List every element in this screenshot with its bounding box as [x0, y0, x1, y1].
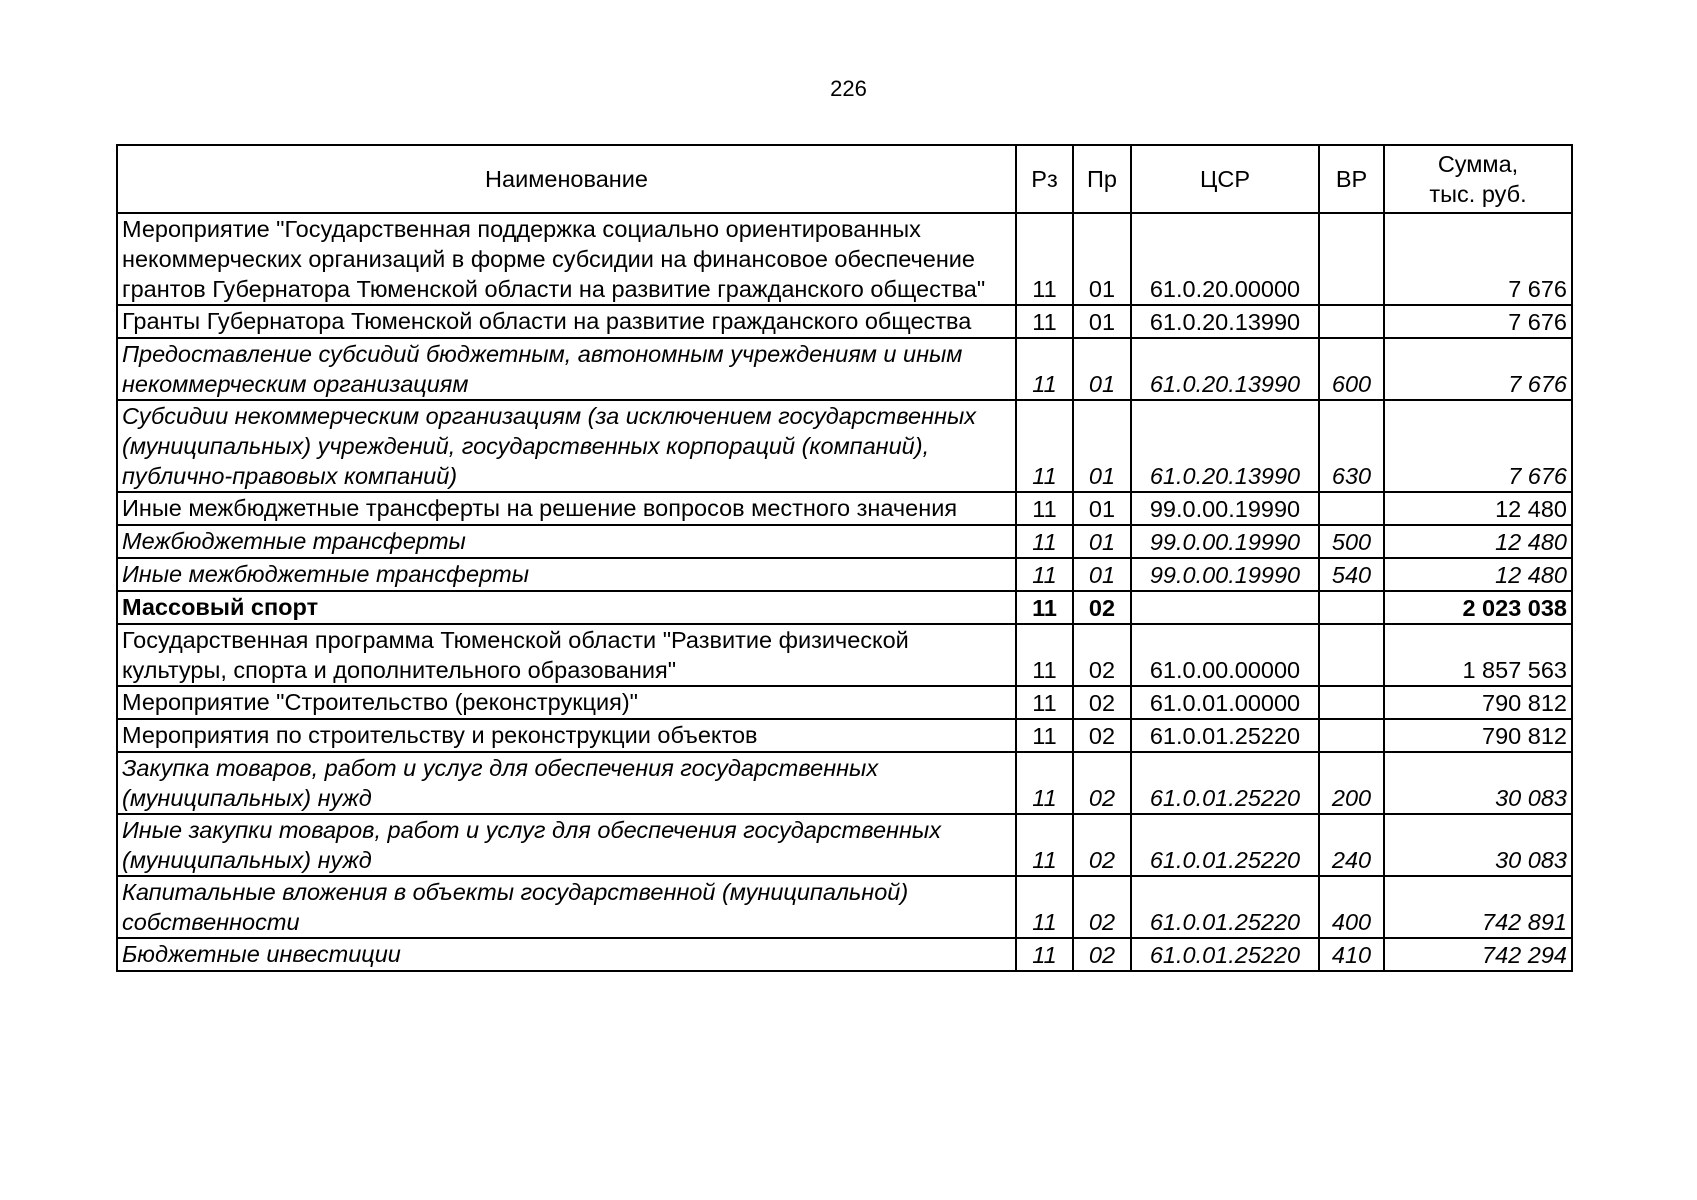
cell-csr: 61.0.01.25220	[1131, 938, 1319, 971]
cell-name: Иные межбюджетные трансферты	[117, 558, 1016, 591]
cell-name: Мероприятия по строительству и реконструкции объектов	[117, 719, 1016, 752]
cell-name: Мероприятие "Строительство (реконструкция)"	[117, 686, 1016, 719]
table-row	[117, 558, 1572, 591]
cell-csr: 61.0.00.00000	[1131, 624, 1319, 686]
table-header-row	[117, 145, 1572, 213]
cell-sum: 7 676	[1384, 400, 1572, 492]
header-sum	[1384, 145, 1572, 213]
cell-rz: 11	[1016, 814, 1073, 876]
cell-sum: 12 480	[1384, 558, 1572, 591]
cell-sum: 790 812	[1384, 719, 1572, 752]
table-row	[117, 624, 1572, 686]
cell-pr: 01	[1073, 213, 1131, 305]
table-row	[117, 876, 1572, 938]
cell-rz: 11	[1016, 338, 1073, 400]
header-vr: ВР	[1319, 145, 1384, 213]
cell-vr	[1319, 213, 1384, 305]
cell-csr: 61.0.20.00000	[1131, 213, 1319, 305]
table-row	[117, 591, 1572, 624]
cell-pr: 02	[1073, 938, 1131, 971]
cell-csr: 99.0.00.19990	[1131, 558, 1319, 591]
cell-name: Государственная программа Тюменской области "Развитие физической культуры, спорта и дополнительного образования"	[117, 624, 1016, 686]
cell-sum: 742 294	[1384, 938, 1572, 971]
cell-csr	[1131, 591, 1319, 624]
cell-rz: 11	[1016, 525, 1073, 558]
header-sum-line2: тыс. руб.	[1429, 181, 1527, 207]
cell-rz: 11	[1016, 938, 1073, 971]
header-rz: Рз	[1016, 145, 1073, 213]
cell-sum: 30 083	[1384, 814, 1572, 876]
cell-rz: 11	[1016, 686, 1073, 719]
cell-pr: 02	[1073, 686, 1131, 719]
table-row	[117, 686, 1572, 719]
cell-name: Предоставление субсидий бюджетным, автономным учреждениям и иным некоммерческим организациям	[117, 338, 1016, 400]
cell-vr: 600	[1319, 338, 1384, 400]
cell-vr	[1319, 719, 1384, 752]
cell-name: Гранты Губернатора Тюменской области на развитие гражданского общества	[117, 305, 1016, 338]
table-row	[117, 305, 1572, 338]
cell-sum: 30 083	[1384, 752, 1572, 814]
cell-csr: 61.0.01.25220	[1131, 814, 1319, 876]
cell-vr: 200	[1319, 752, 1384, 814]
cell-vr: 410	[1319, 938, 1384, 971]
cell-csr: 61.0.01.25220	[1131, 719, 1319, 752]
cell-rz: 11	[1016, 719, 1073, 752]
cell-csr: 99.0.00.19990	[1131, 525, 1319, 558]
cell-sum: 2 023 038	[1384, 591, 1572, 624]
cell-sum: 7 676	[1384, 338, 1572, 400]
table-row	[117, 525, 1572, 558]
cell-sum: 1 857 563	[1384, 624, 1572, 686]
cell-pr: 02	[1073, 624, 1131, 686]
table-row	[117, 400, 1572, 492]
cell-sum: 7 676	[1384, 213, 1572, 305]
cell-rz: 11	[1016, 624, 1073, 686]
cell-name: Межбюджетные трансферты	[117, 525, 1016, 558]
cell-pr: 02	[1073, 876, 1131, 938]
cell-vr: 240	[1319, 814, 1384, 876]
cell-csr: 61.0.20.13990	[1131, 400, 1319, 492]
cell-name: Иные межбюджетные трансферты на решение вопросов местного значения	[117, 492, 1016, 525]
cell-vr	[1319, 591, 1384, 624]
table-row	[117, 213, 1572, 305]
cell-pr: 02	[1073, 814, 1131, 876]
cell-csr: 61.0.01.25220	[1131, 876, 1319, 938]
cell-rz: 11	[1016, 492, 1073, 525]
cell-pr: 02	[1073, 591, 1131, 624]
cell-csr: 61.0.01.00000	[1131, 686, 1319, 719]
table-row	[117, 752, 1572, 814]
header-csr: ЦСР	[1131, 145, 1319, 213]
table-row	[117, 492, 1572, 525]
cell-rz: 11	[1016, 400, 1073, 492]
cell-name: Бюджетные инвестиции	[117, 938, 1016, 971]
cell-pr: 01	[1073, 492, 1131, 525]
table-row	[117, 719, 1572, 752]
cell-rz: 11	[1016, 213, 1073, 305]
cell-vr	[1319, 624, 1384, 686]
cell-pr: 01	[1073, 558, 1131, 591]
page-number: 226	[830, 76, 867, 101]
table-row	[117, 814, 1572, 876]
cell-pr: 02	[1073, 719, 1131, 752]
cell-pr: 01	[1073, 338, 1131, 400]
cell-name: Капитальные вложения в объекты государственной (муниципальной) собственности	[117, 876, 1016, 938]
cell-csr: 61.0.20.13990	[1131, 305, 1319, 338]
cell-vr: 630	[1319, 400, 1384, 492]
cell-csr: 61.0.01.25220	[1131, 752, 1319, 814]
cell-sum: 7 676	[1384, 305, 1572, 338]
header-sum-line1: Сумма,	[1437, 151, 1519, 177]
cell-name: Закупка товаров, работ и услуг для обеспечения государственных (муниципальных) нужд	[117, 752, 1016, 814]
cell-vr	[1319, 686, 1384, 719]
cell-vr	[1319, 492, 1384, 525]
header-pr: Пр	[1073, 145, 1131, 213]
cell-pr: 01	[1073, 525, 1131, 558]
cell-vr: 500	[1319, 525, 1384, 558]
cell-pr: 01	[1073, 305, 1131, 338]
cell-sum: 742 891	[1384, 876, 1572, 938]
cell-name: Мероприятие "Государственная поддержка социально ориентированных некоммерческих организаций в форме субсидии на финансовое обеспечение грантов Губернатора Тюменской области на развитие гражданского общества"	[117, 213, 1016, 305]
table-row	[117, 938, 1572, 971]
table-row	[117, 338, 1572, 400]
cell-name: Иные закупки товаров, работ и услуг для обеспечения государственных (муниципальных) нужд	[117, 814, 1016, 876]
cell-rz: 11	[1016, 591, 1073, 624]
cell-sum: 12 480	[1384, 525, 1572, 558]
cell-vr	[1319, 305, 1384, 338]
header-name: Наименование	[117, 145, 1016, 213]
cell-csr: 61.0.20.13990	[1131, 338, 1319, 400]
cell-name: Субсидии некоммерческим организациям (за исключением государственных (муниципальных) учреждений, государственных корпораций (компаний), публично-правовых компаний)	[117, 400, 1016, 492]
cell-name: Массовый спорт	[117, 591, 1016, 624]
budget-table	[116, 144, 1573, 972]
cell-csr: 99.0.00.19990	[1131, 492, 1319, 525]
cell-vr: 540	[1319, 558, 1384, 591]
cell-rz: 11	[1016, 558, 1073, 591]
cell-rz: 11	[1016, 876, 1073, 938]
cell-sum: 790 812	[1384, 686, 1572, 719]
cell-pr: 02	[1073, 752, 1131, 814]
cell-vr: 400	[1319, 876, 1384, 938]
cell-rz: 11	[1016, 305, 1073, 338]
cell-sum: 12 480	[1384, 492, 1572, 525]
cell-rz: 11	[1016, 752, 1073, 814]
cell-pr: 01	[1073, 400, 1131, 492]
table-body	[117, 213, 1572, 971]
